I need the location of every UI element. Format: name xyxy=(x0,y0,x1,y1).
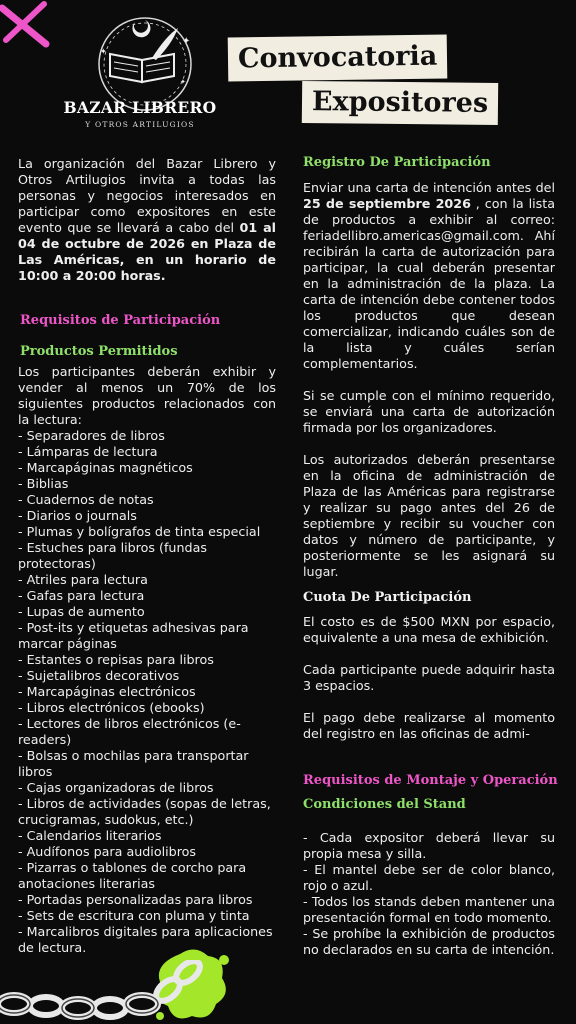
svg-text:✦: ✦ xyxy=(180,78,186,86)
stand-heading: Condiciones del Stand xyxy=(303,797,466,812)
list-item: - Separadores de libros xyxy=(18,428,165,443)
list-item: - Lámparas de lectura xyxy=(18,444,158,459)
registro-paragraph-2: Si se cumple con el mínimo requerido, se enviará una carta de autorización firmada por los organizadores. xyxy=(303,388,555,435)
list-item: - Marcapáginas magnéticos xyxy=(18,460,193,475)
list-item: - Estantes o repisas para libros xyxy=(18,652,214,667)
list-item: - Cajas organizadoras de libros xyxy=(18,780,214,795)
list-item: - Atriles para lectura xyxy=(18,572,148,587)
cuota-paragraph-3: El pago debe realizarse al momento del registro en las oficinas de admi- xyxy=(303,710,555,741)
list-item: - Se prohíbe la exhibición de productos no declarados en su carta de intención. xyxy=(303,926,555,957)
cuota-paragraph-1: El costo es de $500 MXN por espacio, equivalente a una mesa de exhibición. xyxy=(303,614,555,645)
cuota-heading: Cuota De Participación xyxy=(303,590,472,605)
productos-heading: Productos Permitidos xyxy=(20,344,178,359)
registro-paragraph-1 xyxy=(303,180,555,372)
registro-body xyxy=(303,180,555,580)
list-item: - Calendarios literarios xyxy=(18,828,162,843)
logo-subtitle: Y OTROS ARTILUGIOS xyxy=(85,120,195,129)
productos-body xyxy=(18,364,276,956)
montaje-heading: Requisitos de Montaje y Operación xyxy=(303,773,558,788)
registro-paragraph-3: Los autorizados deberán presentarse en la oficina de administración de Plaza de las Américas para registrarse y realizar su pago antes del 26 de septiembre y recibir su voucher con datos y número de participante, y posteriormente se les asignará su lugar. xyxy=(303,452,555,579)
list-item: - Plumas y bolígrafos de tinta especial xyxy=(18,524,261,539)
list-item: - Libros de actividades (sopas de letras, crucigramas, sudokus, etc.) xyxy=(18,796,271,827)
list-item: - Marcapáginas electrónicos xyxy=(18,684,196,699)
registro-deadline: 25 de septiembre 2026 xyxy=(303,196,471,211)
cuota-body xyxy=(303,614,555,742)
list-item: - Sujetalibros decorativos xyxy=(18,668,180,683)
productos-intro: Los participantes deberán exhibir y vender al menos un 70% de los siguientes productos relacionados con la lectura: xyxy=(18,364,276,427)
list-item: - Cada expositor deberá llevar su propia mesa y silla. xyxy=(303,830,555,861)
list-item: - Cuadernos de notas xyxy=(18,492,154,507)
svg-text:✦: ✦ xyxy=(100,47,107,56)
stand-list xyxy=(303,830,555,958)
x-mark-icon xyxy=(0,0,60,56)
list-item: - Audífonos para audiolibros xyxy=(18,844,197,859)
cuota-paragraph-2: Cada participante puede adquirir hasta 3 espacios. xyxy=(303,662,555,693)
intro-text: La organización del Bazar Librero y Otros Artilugios invita a todas las personas y negocios interesados en participar como expositores en este evento que se llevará a cabo del xyxy=(18,156,276,235)
list-item: - Diarios o journals xyxy=(18,508,137,523)
list-item: - Marcalibros digitales para aplicaciones de lectura. xyxy=(18,924,273,955)
list-item: - Lupas de aumento xyxy=(18,604,145,619)
stand-body xyxy=(303,830,555,958)
list-item: - Lectores de libros electrónicos (e-readers) xyxy=(18,716,241,747)
list-item: - Estuches para libros (fundas protectoras) xyxy=(18,540,207,571)
logo-name: BAZAR LIBRERO xyxy=(63,98,217,117)
list-item: - Libros electrónicos (ebooks) xyxy=(18,700,205,715)
list-item: - Todos los stands deben mantener una presentación formal en todo momento. xyxy=(303,894,555,925)
requisitos-heading: Requisitos de Participación xyxy=(20,313,221,328)
title-line-2: Expositores xyxy=(302,81,499,125)
registro-heading: Registro De Participación xyxy=(303,155,491,170)
svg-text:✦: ✦ xyxy=(182,36,191,47)
registro-p1-text: Enviar una carta de intención antes del xyxy=(303,180,555,195)
list-item: - Sets de escritura con pluma y tinta xyxy=(18,908,250,923)
list-item: - Pizarras o tablones de corcho para anotaciones literarias xyxy=(18,860,247,891)
list-item: - Portadas personalizadas para libros xyxy=(18,892,253,907)
title-line-1: Convocatoria xyxy=(228,34,448,81)
chain-icon xyxy=(0,960,220,1024)
productos-list xyxy=(18,428,276,956)
registro-p1-text-2: , con la lista de productos a exhibir al correo: feriadellibro.americas@gmail.com. Ahí recibirán la carta de autorización para participar, la cual deberán presentar en la administración de la plaza. La carta de intención debe contener todos los productos que desean comercializar, indicando cuáles son de la lista y cuáles serían complementarios. xyxy=(303,196,555,371)
intro-paragraph xyxy=(18,156,276,284)
list-item: - Biblias xyxy=(18,476,69,491)
list-item: - Gafas para lectura xyxy=(18,588,145,603)
intro-dates: 01 al 04 de octubre de 2026 en Plaza de Las Américas, en un horario de 10:00 a 20:00 horas. xyxy=(18,220,276,283)
list-item: - Bolsas o mochilas para transportar libros xyxy=(18,748,249,779)
list-item: - Post-its y etiquetas adhesivas para marcar páginas xyxy=(18,620,249,651)
list-item: - El mantel debe ser de color blanco, rojo o azul. xyxy=(303,862,555,893)
